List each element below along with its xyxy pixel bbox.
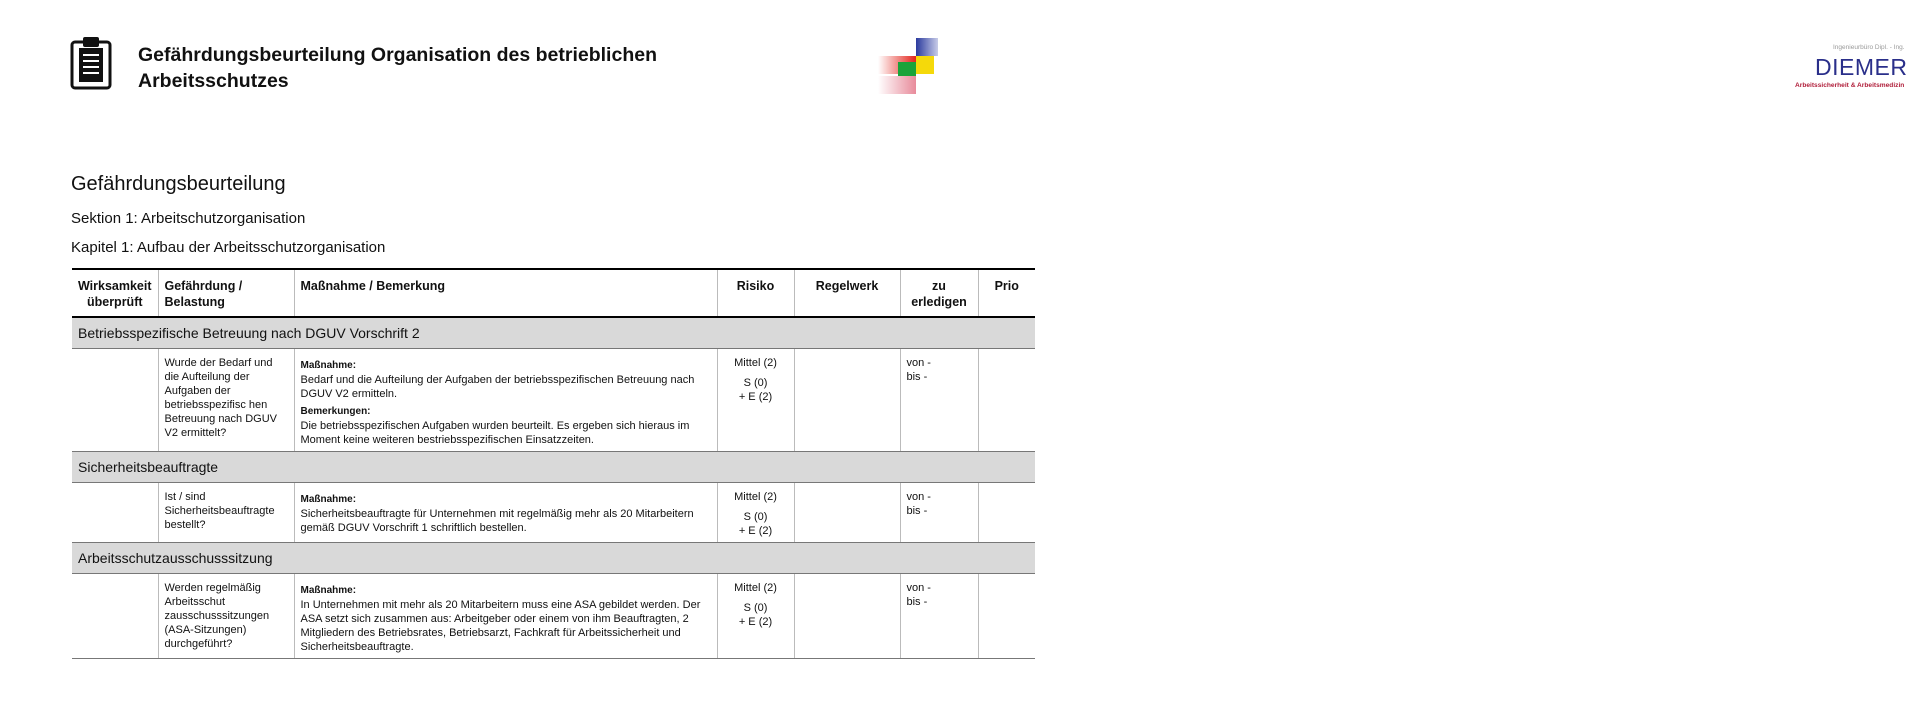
- risk-e: + E (2): [738, 525, 773, 537]
- todo-to: bis -: [906, 505, 928, 517]
- table-header-row: [72, 269, 1035, 317]
- todo-from: von -: [906, 582, 931, 594]
- header-regulation: Regelwerk: [794, 269, 900, 317]
- risk-level: Mittel (2): [734, 491, 777, 503]
- hazard-cell: Werden regelmäßig Arbeitsschut zausschusssitzungen (ASA-Sitzungen) durchgeführt?: [158, 574, 294, 659]
- todo-cell: [900, 574, 978, 659]
- group-row: [72, 317, 1035, 349]
- document-title: Gefährdungsbeurteilung Organisation des betrieblichen Arbeitsschutzes: [138, 44, 657, 92]
- measure-cell: [294, 574, 717, 659]
- measure-label: Maßnahme:: [300, 360, 357, 371]
- todo-to: bis -: [906, 371, 928, 383]
- measure-cell: [294, 483, 717, 543]
- table-row: [72, 574, 1035, 659]
- group-title: Betriebsspezifische Betreuung nach DGUV Vorschrift 2: [72, 317, 1035, 349]
- todo-cell: [900, 483, 978, 543]
- page-header: [0, 0, 1907, 110]
- risk-e: + E (2): [738, 616, 773, 628]
- section-subheading: Sektion 1: Arbeitschutzorganisation: [71, 210, 306, 227]
- risk-cell: [717, 349, 794, 452]
- header-todo: zu erledigen: [900, 269, 978, 317]
- regulation-cell: [794, 574, 900, 659]
- effectiveness-cell: [72, 574, 158, 659]
- risk-level: Mittel (2): [734, 357, 777, 369]
- header-risk: Risiko: [717, 269, 794, 317]
- todo-from: von -: [906, 491, 931, 503]
- header-hazard: Gefährdung / Belastung: [158, 269, 294, 317]
- logo-name: DIEMER: [1815, 54, 1907, 80]
- risk-s: S (0): [743, 602, 768, 614]
- measure-text: Sicherheitsbeauftragte für Unternehmen mit regelmäßig mehr als 20 Mitarbeitern gemäß DGUV Vorschrift 1 schriftlich bestellen.: [300, 508, 694, 534]
- header-priority: Prio: [978, 269, 1035, 317]
- table-row: [72, 483, 1035, 543]
- logo-tagline: Ingenieurbüro Dipl. - Ing.: [1833, 44, 1905, 51]
- table-row: [72, 349, 1035, 452]
- regulation-cell: [794, 349, 900, 452]
- risk-s: S (0): [743, 377, 768, 389]
- logo-mark: [878, 38, 958, 98]
- header-effectiveness: Wirksamkeit überprüft: [72, 269, 158, 317]
- todo-to: bis -: [906, 596, 928, 608]
- measure-label: Maßnahme:: [300, 494, 357, 505]
- risk-cell: [717, 483, 794, 543]
- effectiveness-cell: [72, 349, 158, 452]
- logo-subtitle: Arbeitssicherheit & Arbeitsmedizin: [1795, 82, 1905, 89]
- header-measure: Maßnahme / Bemerkung: [294, 269, 717, 317]
- remark-text: Die betriebsspezifischen Aufgaben wurden beurteilt. Es ergeben sich hieraus im Moment keine weiteren bestriebsspezifischen Einsatzzeiten.: [300, 420, 690, 446]
- priority-cell: [978, 574, 1035, 659]
- risk-cell: [717, 574, 794, 659]
- priority-cell: [978, 483, 1035, 543]
- group-row: [72, 543, 1035, 574]
- chapter-heading: Kapitel 1: Aufbau der Arbeitsschutzorganisation: [71, 239, 386, 256]
- assessment-table: [72, 268, 1035, 659]
- priority-cell: [978, 349, 1035, 452]
- risk-level: Mittel (2): [734, 582, 777, 594]
- regulation-cell: [794, 483, 900, 543]
- group-row: [72, 452, 1035, 483]
- clipboard-icon: [70, 36, 114, 90]
- measure-text: In Unternehmen mit mehr als 20 Mitarbeitern muss eine ASA gebildet werden. Der ASA setzt sich zusammen aus: Arbeitgeber oder einem von ihm Beauftragten, 2 Mitgliedern des Betriebsrates, Betriebsarzt, Fachkraft für Arbeitssicherheit und Sicherheitsbeauftragte.: [300, 599, 701, 653]
- risk-s: S (0): [743, 511, 768, 523]
- company-logo: [878, 38, 1907, 98]
- remark-label: Bemerkungen:: [300, 406, 371, 417]
- hazard-cell: Wurde der Bedarf und die Aufteilung der Aufgaben der betriebsspezifisc hen Betreuung nach DGUV V2 ermittelt?: [158, 349, 294, 452]
- measure-cell: [294, 349, 717, 452]
- group-title: Sicherheitsbeauftragte: [72, 452, 1035, 483]
- todo-cell: [900, 349, 978, 452]
- risk-e: + E (2): [738, 391, 773, 403]
- hazard-cell: Ist / sind Sicherheitsbeauftragte bestellt?: [158, 483, 294, 543]
- section-heading: Gefährdungsbeurteilung: [71, 173, 286, 195]
- measure-label: Maßnahme:: [300, 585, 357, 596]
- todo-from: von -: [906, 357, 931, 369]
- group-title: Arbeitsschutzausschusssitzung: [72, 543, 1035, 574]
- measure-text: Bedarf und die Aufteilung der Aufgaben der betriebsspezifischen Betreuung nach DGUV V2 ermitteln.: [300, 374, 695, 400]
- effectiveness-cell: [72, 483, 158, 543]
